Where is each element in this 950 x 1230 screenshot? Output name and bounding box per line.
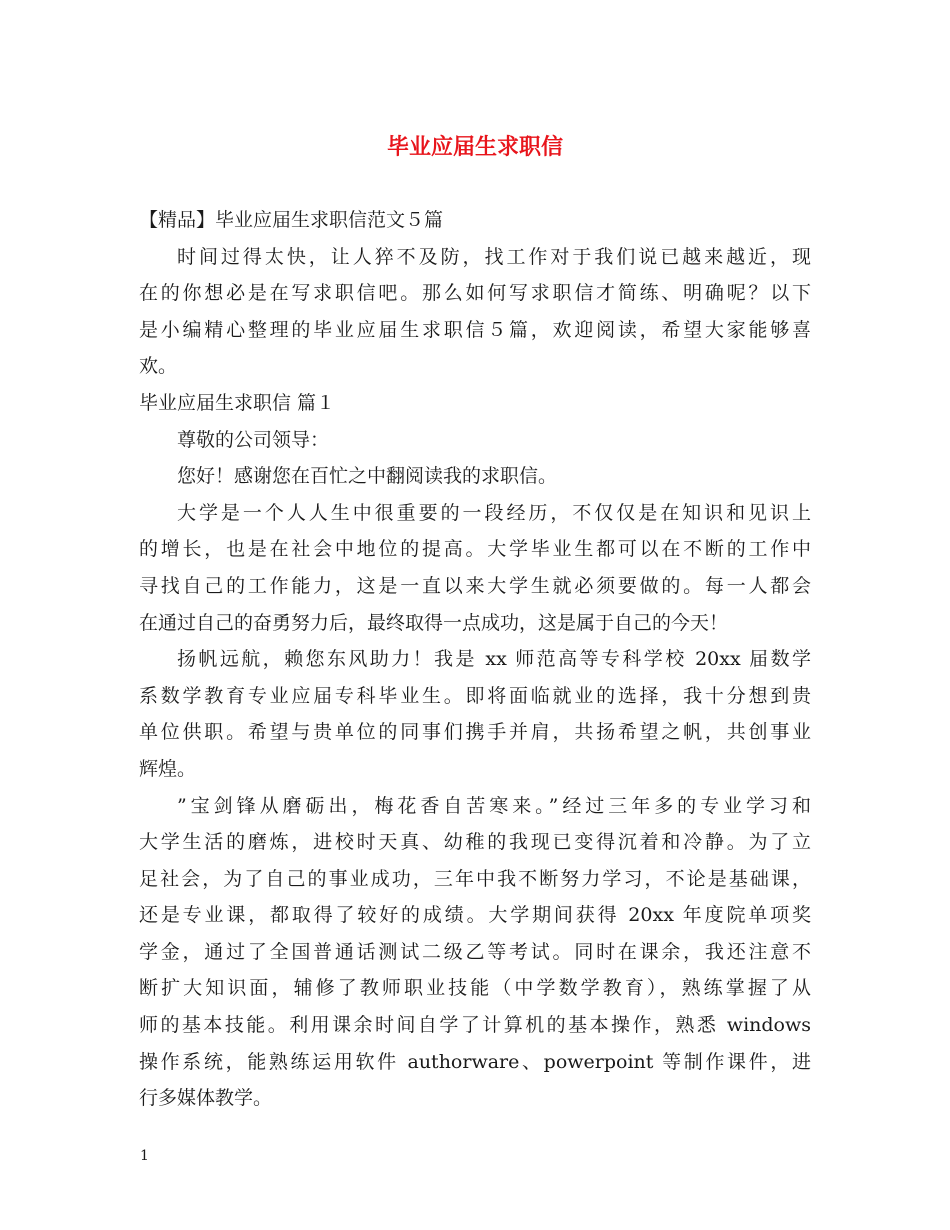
paragraph-line: 还是专业课，都取得了较好的成绩。大学期间获得 20xx 年度院单项奖: [139, 904, 811, 927]
paragraph-line: 行多媒体教学。: [139, 1087, 273, 1110]
paragraph-line: 师的基本技能。利用课余时间自学了计算机的基本操作，熟悉 windows: [139, 1014, 811, 1037]
paragraph-line: 时间过得太快，让人猝不及防，找工作对于我们说已越来越近，现: [177, 245, 811, 268]
paragraph-line: 足社会，为了自己的事业成功，三年中我不断努力学习，不论是基础课，: [139, 867, 811, 890]
paragraph-line: 大学是一个人人生中很重要的一段经历，不仅仅是在知识和见识上: [177, 501, 811, 524]
paragraph-line: 在通过自己的奋勇努力后，最终取得一点成功，这是属于自己的今天！: [139, 611, 729, 634]
paragraph-line: 是小编精心整理的毕业应届生求职信５篇，欢迎阅读，希望大家能够喜: [139, 318, 811, 341]
paragraph-line: 系数学教育专业应届专科毕业生。即将面临就业的选择，我十分想到贵: [139, 684, 811, 707]
paragraph-line: 单位供职。希望与贵单位的同事们携手并肩，共扬希望之帆，共创事业: [139, 721, 811, 744]
paragraph-line: 大学生活的磨炼，进校时天真、幼稚的我现已变得沉着和冷静。为了立: [139, 831, 811, 854]
paragraph-line: 的增长，也是在社会中地位的提高。大学毕业生都可以在不断的工作中: [139, 538, 811, 561]
paragraph-line: 操作系统，能熟练运用软件 authorware、powerpoint 等制作课件，进: [139, 1050, 811, 1073]
paragraph-line: 在的你想必是在写求职信吧。那么如何写求职信才简练、明确呢？以下: [139, 282, 811, 305]
subtitle-line: 【精品】毕业应届生求职信范文５篇: [139, 209, 444, 231]
paragraph-line: 欢。: [139, 355, 178, 378]
paragraph-line: 辉煌。: [139, 757, 197, 780]
section-heading: 毕业应届生求职信 篇１: [139, 391, 336, 414]
document-body: [139, 202, 811, 1117]
paragraph-line: 扬帆远航，赖您东风助力！我是 xx 师范高等专科学校 20xx 届数学: [177, 648, 811, 671]
paragraph-line: 寻找自己的工作能力，这是一直以来大学生就必须要做的。每一人都会: [139, 574, 811, 597]
greeting-line: 您好！感谢您在百忙之中翻阅读我的求职信。: [177, 465, 558, 488]
document-title: 毕业应届生求职信: [386, 134, 563, 160]
paragraph-line: 断扩大知识面，辅修了教师职业技能（中学数学教育），熟练掌握了从: [139, 977, 811, 1000]
salutation-line: 尊敬的公司领导：: [177, 428, 330, 451]
paragraph-line: ”宝剑锋从磨砺出，梅花香自苦寒来。”经过三年多的专业学习和: [177, 794, 811, 817]
page-number: 1: [140, 1148, 149, 1164]
paragraph-line: 学金，通过了全国普通话测试二级乙等考试。同时在课余，我还注意不: [139, 940, 811, 963]
